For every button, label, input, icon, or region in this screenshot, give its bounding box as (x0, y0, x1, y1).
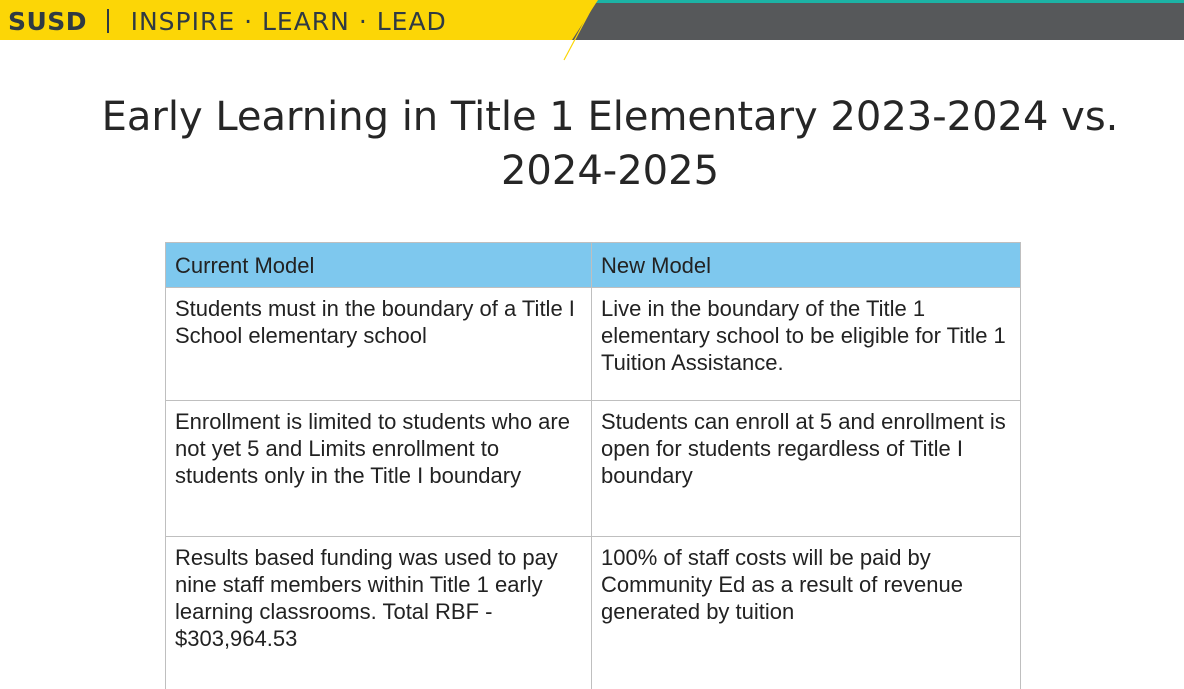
table-row (166, 401, 1021, 537)
column-header-current-model: Current Model (166, 243, 592, 288)
cell-new-model: Live in the boundary of the Title 1 elementary school to be eligible for Title 1 Tuition Assistance. (592, 288, 1021, 401)
table-header-row (166, 243, 1021, 288)
table-row (166, 288, 1021, 401)
comparison-table (165, 242, 1021, 689)
brand-divider (107, 9, 109, 33)
brand-name: SUSD (8, 6, 88, 36)
cell-current-model: Enrollment is limited to students who are not yet 5 and Limits enrollment to students only in the Title I boundary (166, 401, 592, 537)
cell-current-model: Results based funding was used to pay nine staff members within Title 1 early learning classrooms. Total RBF - $303,964.53 (166, 537, 592, 689)
slide-title: Early Learning in Title 1 Elementary 2023-2024 vs. 2024-2025 (101, 94, 1119, 194)
brand (8, 6, 447, 36)
brand-tagline: INSPIRE · LEARN · LEAD (130, 6, 447, 36)
cell-new-model: 100% of staff costs will be paid by Community Ed as a result of revenue generated by tuition (592, 537, 1021, 689)
cell-current-model: Students must in the boundary of a Title I School elementary school (166, 288, 592, 401)
header-banner (0, 0, 1184, 40)
table-row (166, 537, 1021, 689)
column-header-new-model: New Model (592, 243, 1021, 288)
cell-new-model: Students can enroll at 5 and enrollment is open for students regardless of Title I boundary (592, 401, 1021, 537)
